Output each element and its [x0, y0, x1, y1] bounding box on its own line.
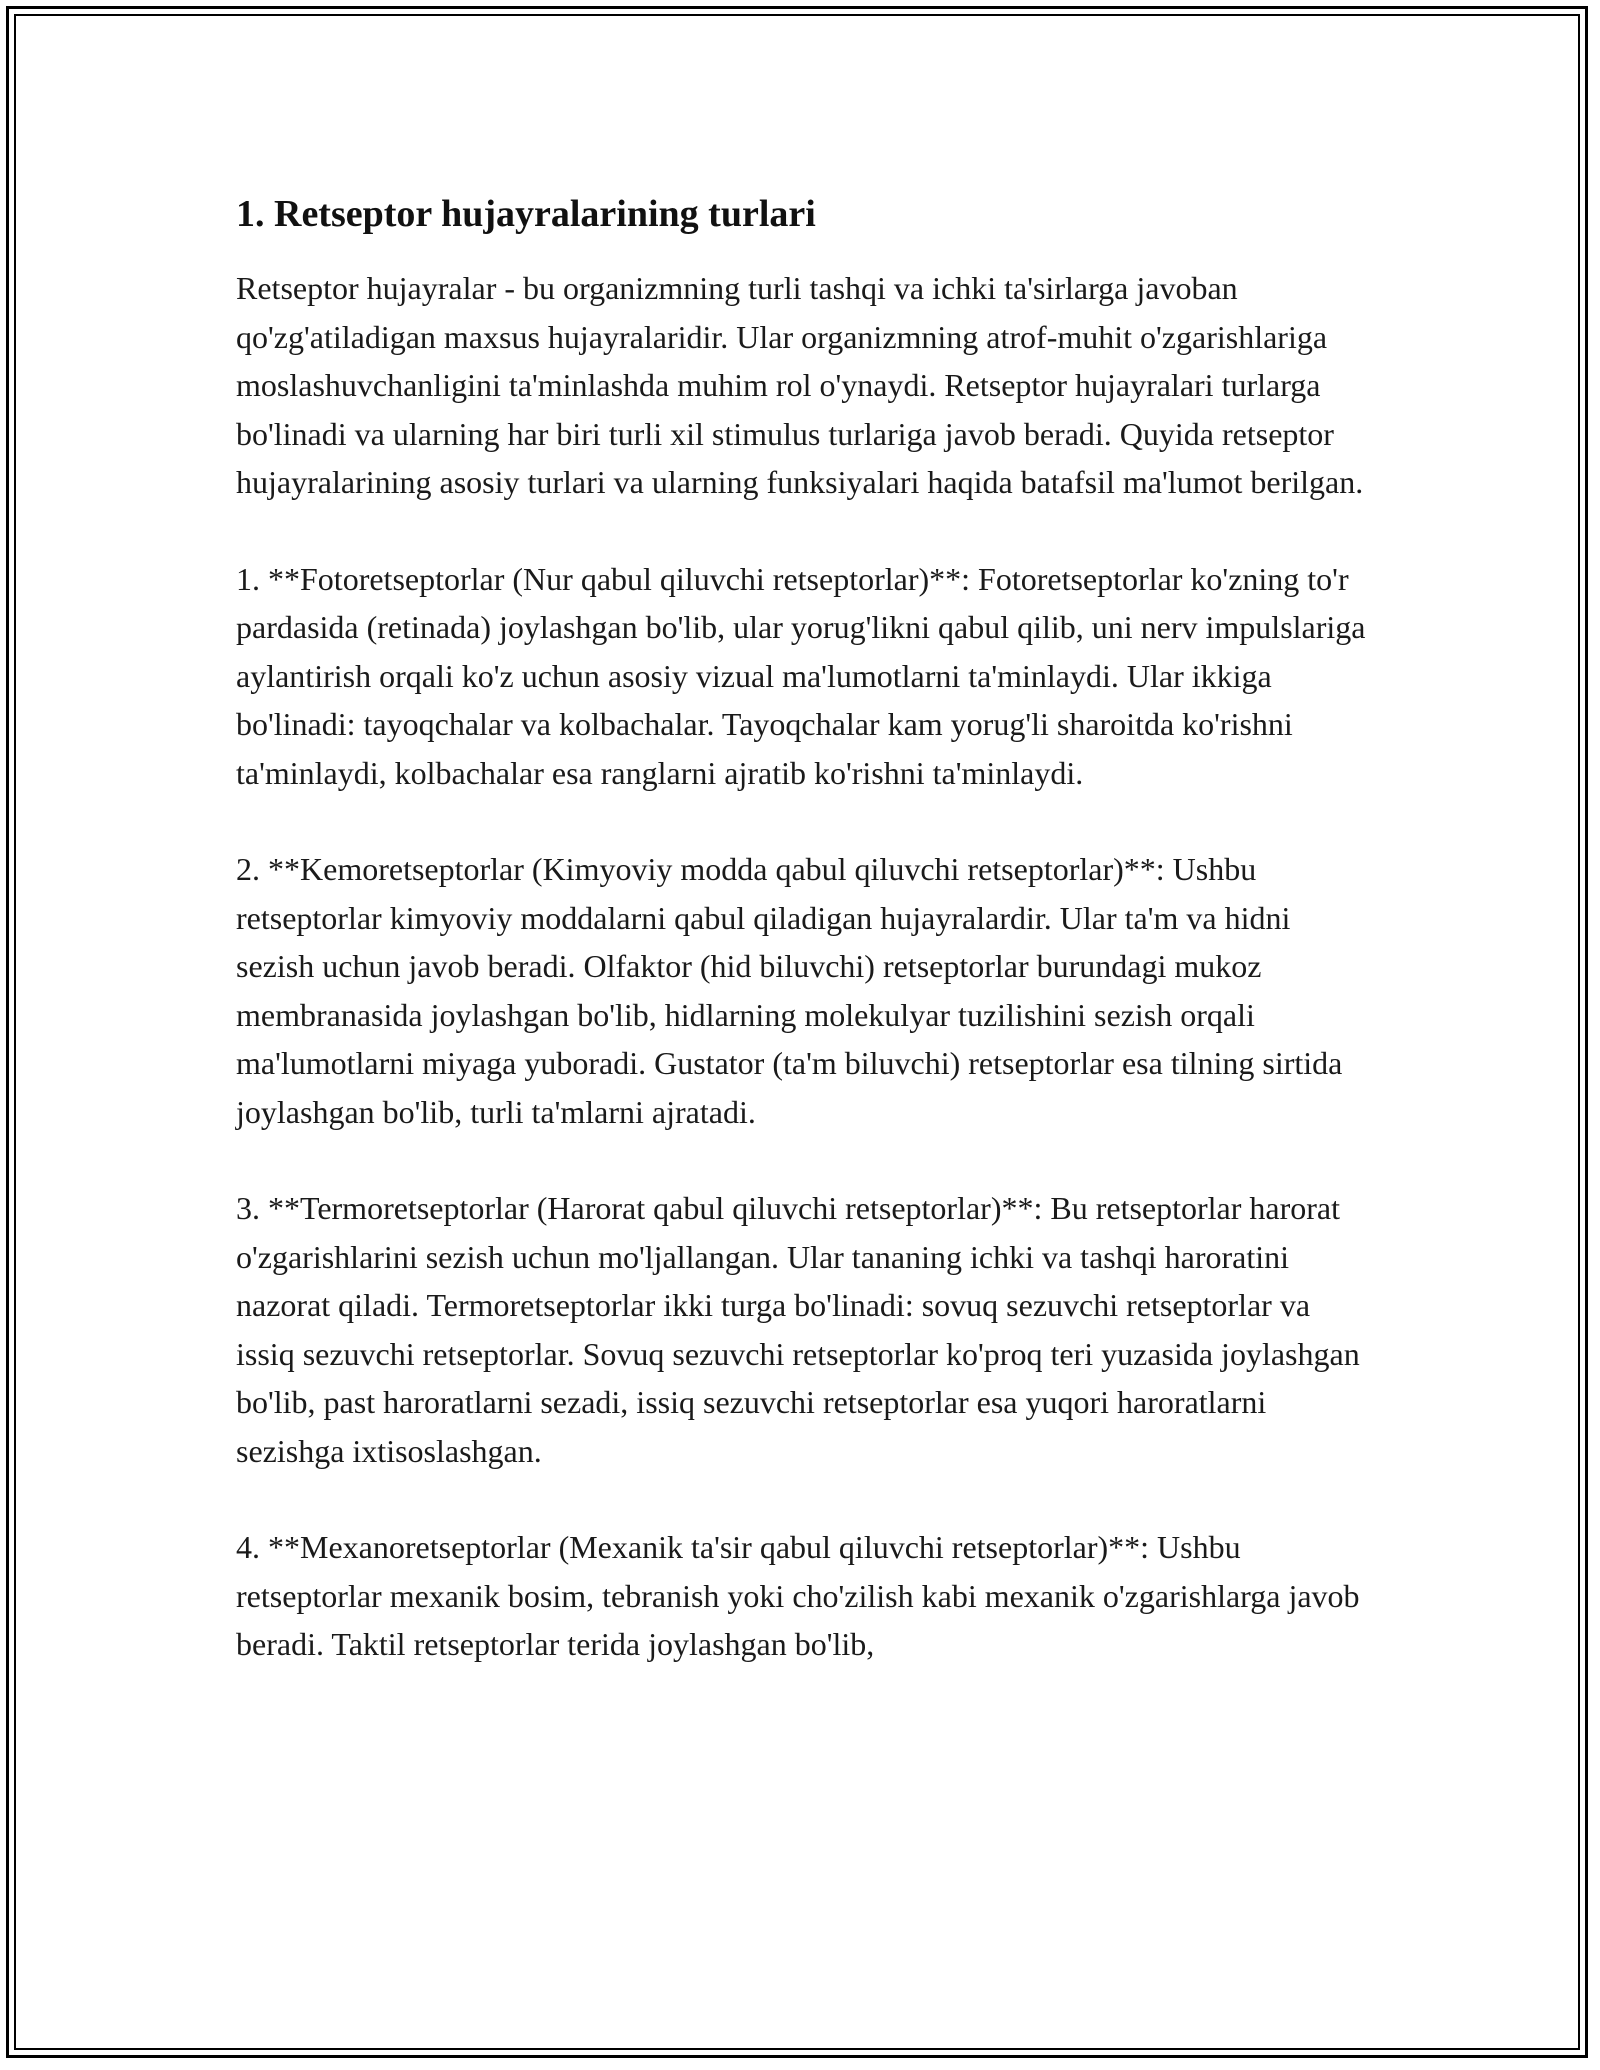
paragraph-mexanoretseptorlar: 4. **Mexanoretseptorlar (Mexanik ta'sir qabul qiluvchi retseptorlar)**: Ushbu retseptorlar mexanik bosim, tebranish yoki cho'zilish kabi mexanik o'zgarishlarga javob beradi. Taktil retseptorlar terida joylashgan bo'lib, — [236, 1529, 1360, 1662]
paragraph-termoretseptorlar: 3. **Termoretseptorlar (Harorat qabul qiluvchi retseptorlar)**: Bu retseptorlar harorat o'zgarishlarini sezish uchun mo'ljallangan. Ular tananing ichki va tashqi haroratini nazorat qiladi. Termoretseptorlar ikki turga bo'linadi: sovuq sezuvchi retseptorlar va issiq sezuvchi retseptorlar. Sovuq sezuvchi retseptorlar ko'proq teri yuzasida joylashgan bo'lib, past haroratlarni sezadi, issiq sezuvchi retseptorlar esa yuqori haroratlarni sezishga ixtisoslashgan. — [236, 1190, 1360, 1469]
section-title: 1. Retseptor hujayralarining turlari — [236, 193, 816, 235]
paragraph-kemoretseptorlar: 2. **Kemoretseptorlar (Kimyoviy modda qabul qiluvchi retseptorlar)**: Ushbu retseptorlar kimyoviy moddalarni qabul qiladigan hujayralardir. Ular ta'm va hidni sezish uchun javob beradi. Olfaktor (hid biluvchi) retseptorlar burundagi mukoz membranasida joylashgan bo'lib, hidlarning molekulyar tuzilishini sezish orqali ma'lumotlarni miyaga yuboradi. Gustator (ta'm biluvchi) retseptorlar esa tilning sirtida joylashgan bo'lib, turli ta'mlarni ajratadi. — [236, 851, 1343, 1130]
intro-paragraph: Retseptor hujayralar - bu organizmning turli tashqi va ichki ta'sirlarga javoban qo'zg'atiladigan maxsus hujayralaridir. Ular organizmning atrof-muhit o'zgarishlariga moslashuvchanligini ta'minlashda muhim rol o'ynaydi. Retseptor hujayralari turlarga bo'linadi va ularning har biri turli xil stimulus turlariga javob beradi. Quyida retseptor hujayralarining asosiy turlari va ularning funksiyalari haqida batafsil ma'lumot berilgan. — [236, 270, 1364, 500]
paragraph-fotoretseptorlar: 1. **Fotoretseptorlar (Nur qabul qiluvchi retseptorlar)**: Fotoretseptorlar ko'zning to'r pardasida (retinada) joylashgan bo'lib, ular yorug'likni qabul qilib, uni nerv impulslariga aylantirish orqali ko'z uchun asosiy vizual ma'lumotlarni ta'minlaydi. Ular ikkiga bo'linadi: tayoqchalar va kolbachalar. Tayoqchalar kam yorug'li sharoitda ko'rishni ta'minlaydi, kolbachalar esa ranglarni ajratib ko'rishni ta'minlaydi. — [236, 560, 1366, 791]
document-body — [236, 186, 1366, 1669]
